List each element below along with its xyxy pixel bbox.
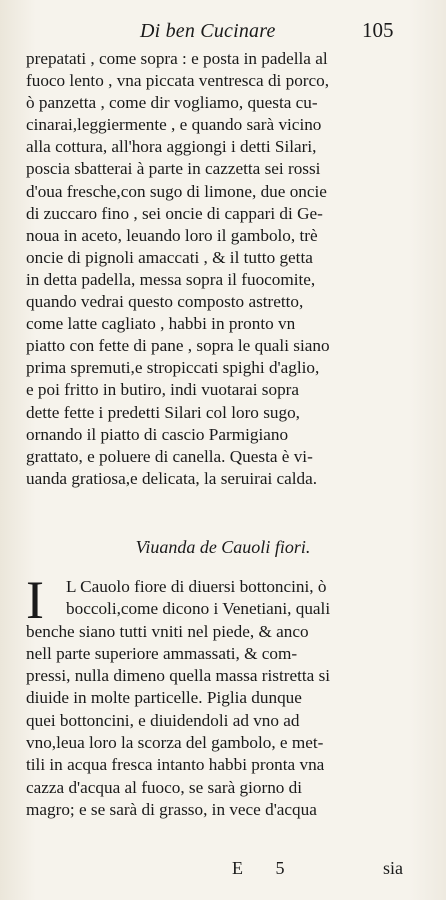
catchword: sia xyxy=(383,858,403,878)
running-head: Di ben Cucinare xyxy=(140,20,276,42)
text-line: L Cauolo fiore di diuersi bottoncini, ò xyxy=(66,577,327,596)
text-line: grattato, e poluere di canella. Questa è vi- xyxy=(26,446,313,466)
text-line: ornando il piatto di cascio Parmigiano xyxy=(26,424,289,444)
text-line: pressi, nulla dimeno quella massa ristretta si xyxy=(26,666,331,686)
text-line: nell parte superiore ammassati, & com- xyxy=(26,643,298,663)
text-line: alla cottura, all'hora aggiongi i detti Silari, xyxy=(26,137,317,157)
text-line: noua in aceto, leuando loro il gambolo, trè xyxy=(26,225,318,245)
paragraph-2 xyxy=(26,570,424,821)
text-line: cazza d'acqua al fuoco, se sarà giorno di xyxy=(26,777,303,797)
paragraph-1 xyxy=(26,48,424,490)
text-line: quei bottoncini, e diuidendoli ad vno ad xyxy=(26,710,300,730)
text-line: prepatati , come sopra : e posta in padella al xyxy=(26,49,328,68)
page-header xyxy=(0,18,446,48)
section-title: Viuanda de Cauoli fiori. xyxy=(135,537,311,557)
text-line: boccoli,come dicono i Venetiani, quali xyxy=(66,599,331,619)
text-line: benche siano tutti vniti nel piede, & anco xyxy=(26,621,309,641)
text-line: fuoco lento , vna piccata ventresca di porco, xyxy=(26,71,330,91)
text-line: diuide in molte particelle. Piglia dunque xyxy=(26,688,302,708)
text-line: cinarai,leggiermente , e quando sarà vicino xyxy=(26,115,322,135)
text-line: magro; e se sarà di grasso, in vece d'acqua xyxy=(26,799,317,819)
text-line: d'oua fresche,con sugo di limone, due oncie xyxy=(26,181,327,201)
text-line: uanda gratiosa,e delicata, la seruirai calda. xyxy=(26,468,318,488)
text-line: piatto con fette di pane , sopra le quali siano xyxy=(26,336,330,356)
text-line: e poi fritto in butiro, indi vuotarai sopra xyxy=(26,380,300,400)
text-line: quando vedrai questo composto astretto, xyxy=(26,292,304,312)
text-line: ò panzetta , come dir vogliamo, questa cu- xyxy=(26,93,318,113)
page-number: 105 xyxy=(362,18,394,42)
text-line: in detta padella, messa sopra il fuocomite, xyxy=(26,269,316,289)
text-line: prima spremuti,e stropiccati spighi d'aglio, xyxy=(26,358,320,378)
page-footer xyxy=(0,858,446,884)
drop-cap: I xyxy=(26,570,44,630)
text-line: tili in acqua fresca intanto habbi pronta vna xyxy=(26,755,325,775)
signature-mark: E 5 xyxy=(232,858,299,878)
text-line: dette fette i predetti Silari col loro sugo, xyxy=(26,402,300,422)
text-line: di zuccaro fino , sei oncie di cappari di Ge- xyxy=(26,203,323,223)
text-line: poscia sbatterai à parte in cazzetta sei rossi xyxy=(26,159,321,179)
text-line: vno,leua loro la scorza del gambolo, e met- xyxy=(26,733,324,753)
text-line: come latte cagliato , habbi in pronto vn xyxy=(26,314,296,334)
text-line: oncie di pignoli amaccati , & il tutto getta xyxy=(26,247,313,267)
